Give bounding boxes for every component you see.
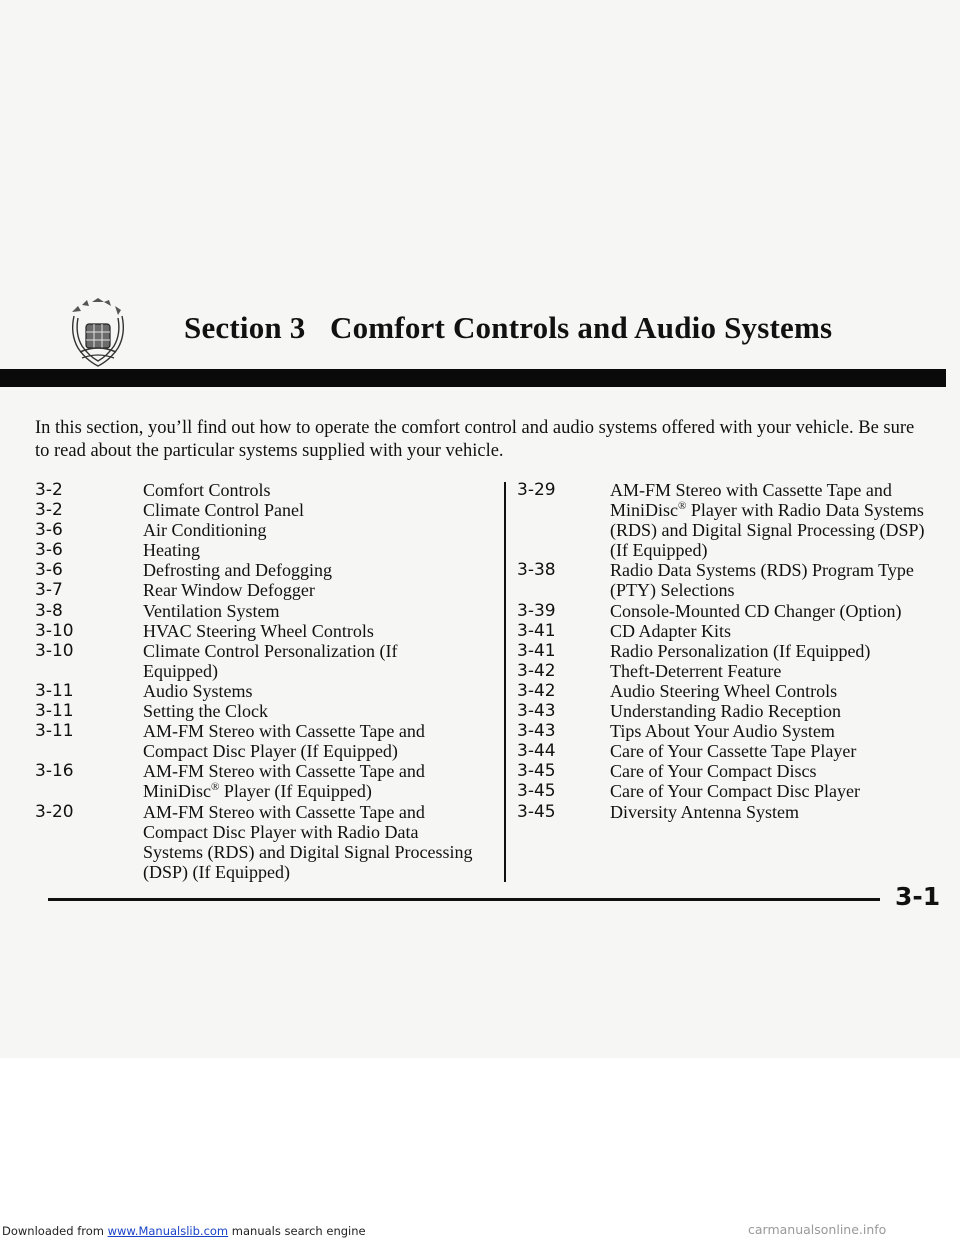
toc-page-number: 3-42 (517, 680, 556, 701)
toc-entry[interactable] (505, 781, 935, 801)
toc-title: Radio Personalization (If Equipped) (610, 640, 871, 661)
toc-page-number: 3-41 (517, 620, 556, 641)
section-name: Comfort Controls and Audio Systems (330, 310, 833, 345)
toc-title: Radio Data Systems (RDS) Program Type (PTY) Selections (610, 560, 914, 601)
watermark-text: carmanualsonline.info (748, 1222, 887, 1237)
toc-entry[interactable] (505, 621, 935, 641)
toc-title: Setting the Clock (143, 701, 268, 722)
toc-page-number: 3-11 (35, 701, 74, 722)
toc-entry[interactable] (35, 701, 475, 721)
toc-page-number: 3-10 (35, 620, 74, 641)
toc-page-number: 3-45 (517, 761, 556, 782)
toc-left-column (35, 480, 475, 882)
toc-entry[interactable] (35, 480, 475, 500)
toc-title: Care of Your Compact Disc Player (610, 781, 860, 802)
toc-entry[interactable] (35, 540, 475, 560)
toc-page-number: 3-39 (517, 600, 556, 621)
toc-page-number: 3-45 (517, 781, 556, 802)
toc-page-number: 3-38 (517, 560, 556, 581)
toc-title: Audio Systems (143, 680, 253, 701)
toc-page-number: 3-41 (517, 640, 556, 661)
toc-title: Understanding Radio Reception (610, 701, 841, 722)
toc-title: Climate Control Personalization (If Equipped) (143, 640, 398, 681)
toc-title: CD Adapter Kits (610, 620, 731, 641)
toc-page-number: 3-29 (517, 480, 556, 500)
toc-title: Console-Mounted CD Changer (Option) (610, 600, 902, 621)
toc-page-number: 3-2 (35, 500, 63, 521)
registered-mark: ® (678, 500, 687, 513)
toc-title (143, 761, 475, 801)
toc-entry[interactable] (505, 701, 935, 721)
footer-suffix: manuals search engine (228, 1224, 366, 1238)
toc-entry[interactable] (35, 681, 475, 701)
toc-entry[interactable] (505, 681, 935, 701)
toc-title: Heating (143, 540, 200, 561)
toc-title: Theft-Deterrent Feature (610, 660, 782, 681)
toc-title-part: Player with Radio Data Systems (RDS) and Digital Signal Processing (DSP) (If Equipped) (610, 500, 925, 561)
toc-entry[interactable] (505, 641, 935, 661)
toc-page-number: 3-8 (35, 600, 63, 621)
toc-title: Defrosting and Defogging (143, 560, 332, 581)
toc-title-part: Player (If Equipped) (219, 781, 372, 802)
toc-page-number: 3-7 (35, 580, 63, 601)
toc-entry[interactable] (505, 761, 935, 781)
toc-title-part: AM-FM Stereo with Cassette Tape and MiniDisc (610, 480, 892, 521)
page-number: 3-1 (895, 882, 941, 911)
section-label: Section 3 (184, 310, 306, 345)
toc-page-number: 3-16 (35, 761, 74, 782)
section-title (184, 310, 832, 346)
toc-entry[interactable] (505, 560, 935, 600)
toc-entry[interactable] (505, 601, 935, 621)
toc-title: Audio Steering Wheel Controls (610, 680, 838, 701)
toc-entry[interactable] (35, 641, 475, 681)
toc-title-part: AM-FM Stereo with Cassette Tape and MiniDisc (143, 761, 425, 802)
toc-right-column (505, 480, 935, 822)
toc-entry[interactable] (35, 802, 475, 882)
toc-entry[interactable] (35, 500, 475, 520)
toc-title: Ventilation System (143, 600, 280, 621)
toc-entry[interactable] (35, 560, 475, 580)
toc-entry[interactable] (505, 802, 935, 822)
toc-page-number: 3-6 (35, 520, 63, 541)
toc-entry[interactable] (505, 741, 935, 761)
manualslib-link[interactable]: www.Manualslib.com (107, 1224, 229, 1238)
toc-entry[interactable] (505, 721, 935, 741)
toc-entry[interactable] (505, 661, 935, 681)
toc-page-number: 3-42 (517, 660, 556, 681)
toc-title: HVAC Steering Wheel Controls (143, 620, 374, 641)
title-rule (0, 369, 946, 387)
toc-page-number: 3-6 (35, 560, 63, 581)
toc-title: AM-FM Stereo with Cassette Tape and Compact Disc Player with Radio Data Systems (RDS) and Digital Signal Processing (DSP) (If Equipped) (143, 801, 473, 882)
toc-page-number: 3-11 (35, 721, 74, 742)
toc-title: AM-FM Stereo with Cassette Tape and Compact Disc Player (If Equipped) (143, 721, 425, 762)
toc-title: Comfort Controls (143, 480, 271, 500)
toc-entry[interactable] (505, 480, 935, 560)
download-footer (2, 1224, 366, 1238)
footer-prefix: Downloaded from (2, 1224, 108, 1238)
toc-entry[interactable] (35, 621, 475, 641)
registered-mark: ® (211, 781, 220, 794)
toc-entry[interactable] (35, 580, 475, 600)
toc-page-number: 3-43 (517, 701, 556, 722)
toc-page-number: 3-43 (517, 721, 556, 742)
toc-entry[interactable] (35, 601, 475, 621)
toc-title: Rear Window Defogger (143, 580, 315, 601)
toc-entry[interactable] (35, 761, 475, 801)
toc-page-number: 3-44 (517, 741, 556, 762)
toc-page-number: 3-45 (517, 801, 556, 822)
toc-title: Care of Your Compact Discs (610, 761, 817, 782)
intro-paragraph: In this section, you’ll find out how to operate the comfort control and audio systems offered with your vehicle. Be sure to read about the particular systems supplied with your vehicle. (35, 418, 915, 461)
toc-page-number: 3-10 (35, 640, 74, 661)
toc-title: Climate Control Panel (143, 500, 304, 521)
toc-page-number: 3-11 (35, 680, 74, 701)
toc-entry[interactable] (35, 721, 475, 761)
toc-entry[interactable] (35, 520, 475, 540)
toc-title: Tips About Your Audio System (610, 721, 835, 742)
toc-title: Air Conditioning (143, 520, 267, 541)
toc-title (610, 480, 935, 560)
toc-page-number: 3-6 (35, 540, 63, 561)
toc-page-number: 3-2 (35, 480, 63, 500)
footer-rule (48, 898, 880, 901)
toc-title: Care of Your Cassette Tape Player (610, 741, 857, 762)
toc-title: Diversity Antenna System (610, 801, 799, 822)
toc-page-number: 3-20 (35, 801, 74, 822)
cadillac-crest-icon (60, 296, 136, 372)
